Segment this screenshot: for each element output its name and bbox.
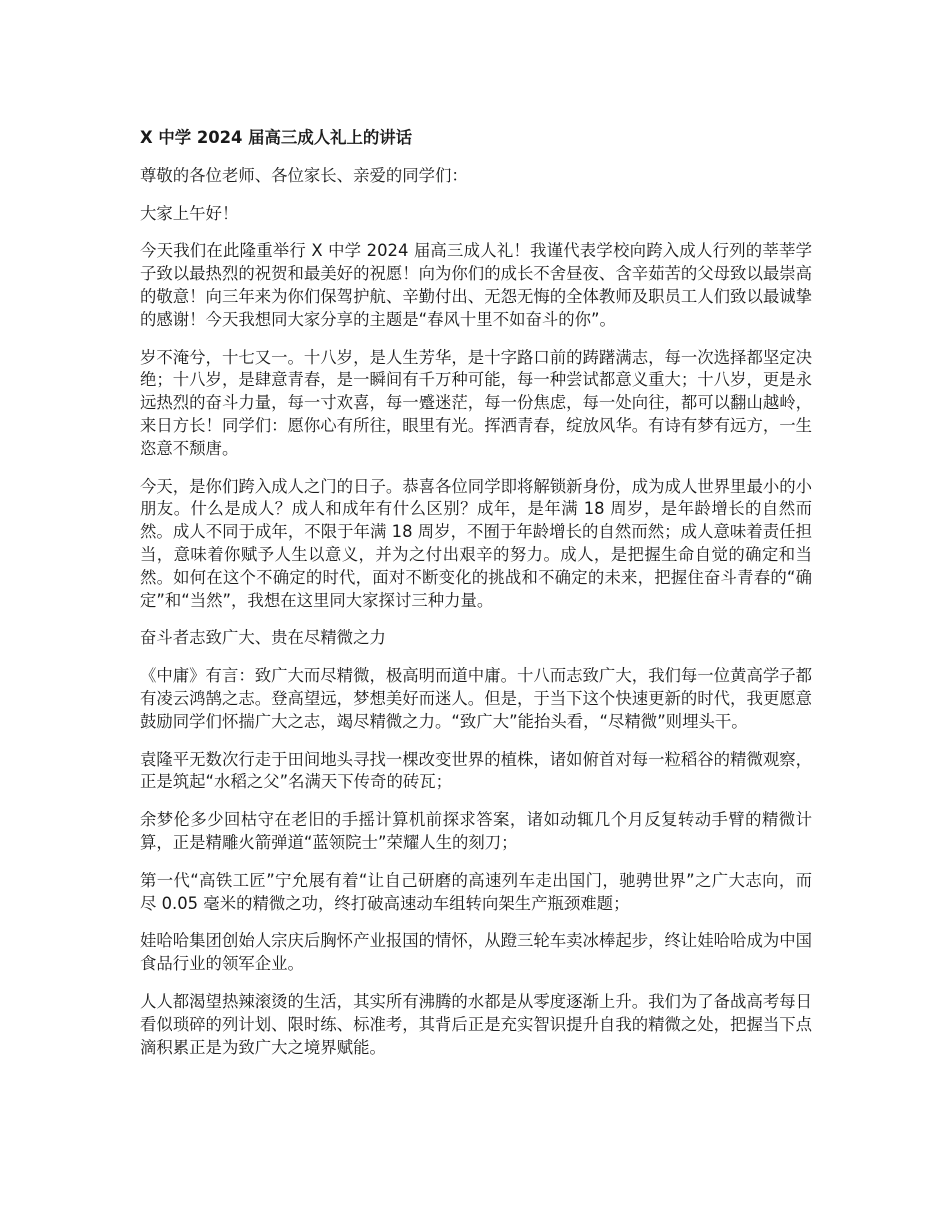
paragraph: 《中庸》有言：致广大而尽精微，极高明而道中庸。十八而志致广大，我们每一位黄高学子都有凌云鸿鹄之志。登高望远，梦想美好而迷人。但是，于当下这个快速更新的时代，我更愿意鼓励同学们怀揣广大之志，竭尽精微之力。“致广大”能抬头看，“尽精微”则埋头干。 [140, 666, 813, 731]
paragraph: 今天我们在此隆重举行 X 中学 2024 届高三成人礼！我谨代表学校向跨入成人行列的莘莘学子致以最热烈的祝贺和最美好的祝愿！向为你们的成长不舍昼夜、含辛茹苦的父母致以最崇高的敬意！向三年来为你们保驾护航、辛勤付出、无怨无悔的全体教师及职员工人们致以最诚挚的感谢！今天我想同大家分享的主题是“春风十里不如奋斗的你”。 [140, 241, 813, 329]
paragraph: 第一代“高铁工匠”宁允展有着“让自己研磨的高速列车走出国门，驰骋世界”之广大志向，而尽 0.05 毫米的精微之功，终打破高速动车组转向架生产瓶颈难题； [140, 870, 812, 913]
paragraph: 岁不淹兮，十七又一。十八岁，是人生芳华，是十字路口前的踌躇满志，每一次选择都坚定决绝；十八岁，是肆意青春，是一瞬间有千万种可能，每一种尝试都意义重大；十八岁，更是永远热烈的奋斗力量，每一寸欢喜，每一蹙迷茫，每一份焦虑，每一处向往，都可以翻山越岭，来日方长！同学们：愿你心有所往，眼里有光。挥洒青春，绽放风华。有诗有梦有远方，一生恣意不颓唐。 [140, 347, 813, 458]
document-body [140, 127, 812, 1074]
paragraph: 娃哈哈集团创始人宗庆后胸怀产业报国的情怀，从蹬三轮车卖冰棒起步，终让娃哈哈成为中国食品行业的领军企业。 [140, 931, 813, 974]
paragraph: 袁隆平无数次行走于田间地头寻找一棵改变世界的植株，诸如俯首对每一粒稻谷的精微观察，正是筑起“水稻之父”名满天下传奇的砖瓦； [140, 749, 813, 792]
paragraph: 余梦伦多少回枯守在老旧的手摇计算机前探求答案，诸如动辄几个月反复转动手臂的精微计算，正是精雕火箭弹道“蓝领院士”荣耀人生的刻刀； [140, 810, 812, 852]
section-heading: 奋斗者志致广大、贵在尽精微之力 [140, 628, 386, 648]
document-title: X 中学 2024 届高三成人礼上的讲话 [140, 128, 413, 147]
paragraph: 人人都渴望热辣滚烫的生活，其实所有沸腾的水都是从零度逐渐上升。我们为了备战高考每日看似琐碎的列计划、限时练、标准考，其背后正是充实智识提升自我的精微之处，把握当下点滴积累正是为致广大之境界赋能。 [140, 991, 813, 1057]
paragraph: 今天，是你们跨入成人之门的日子。恭喜各位同学即将解锁新身份，成为成人世界里最小的小朋友。什么是成人？成人和成年有什么区别？成年，是年满 18 周岁，是年龄增长的自然而然。成人不同于成年，不限于年满 18 周岁，不囿于年龄增长的自然而然；成人意味着责任担当，意味着你赋予人生以意义，并为之付出艰辛的努力。成人，是把握生命自觉的确定和当然。如何在这个不确定的时代，面对不断变化的挑战和不确定的未来，把握住奋斗青春的“确定”和“当然”，我想在这里同大家探讨三种力量。 [140, 476, 813, 610]
greeting: 大家上午好！ [140, 203, 239, 223]
salutation: 尊敬的各位老师、各位家长、亲爱的同学们： [140, 165, 468, 185]
